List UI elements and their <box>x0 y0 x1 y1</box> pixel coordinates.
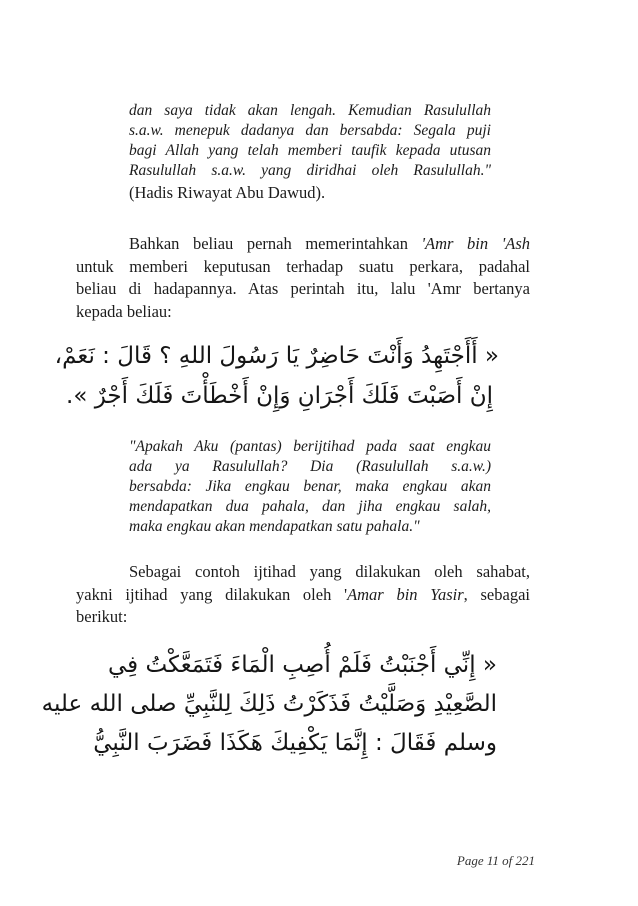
hadith-source: (Hadis Riwayat Abu Dawud). <box>129 183 326 202</box>
italic-name: Amar bin Yasir <box>347 584 464 604</box>
paragraph-line: beliau di hadapannya. Atas perintah itu, lalu 'Amr bertanya <box>76 279 530 298</box>
paragraph-line: Bahkan beliau pernah memerintahkan 'Amr bin 'Ash <box>129 234 530 253</box>
arabic-line: وسلم فَقَالَ : إِنَّمَا يَكْفِيكَ هَكَذَا فَضَرَبَ النَّبِيُّ <box>93 730 497 756</box>
paragraph-1 <box>76 233 530 323</box>
paragraph-line: yakni ijtihad yang dilakukan oleh 'Amar bin Yasir, sebagai <box>76 584 530 604</box>
paragraph-line: untuk memberi keputusan terhadap suatu perkara, padahal <box>76 256 530 276</box>
paragraph-line: berikut: <box>76 607 128 626</box>
quote-block-1 <box>129 101 491 205</box>
quote-line: maka engkau akan mendapatkan satu pahala." <box>129 518 420 535</box>
paragraph-line: Sebagai contoh ijtihad yang dilakukan oleh sahabat, <box>129 562 530 581</box>
arabic-line: « إِنِّي أَجْنَبْتُ فَلَمْ أُصِبِ الْمَاءَ فَتَمَعَّكْتُ فِي <box>107 652 497 678</box>
quote-line: bagi Allah yang telah memberi taufik kepada utusan <box>129 142 491 159</box>
arabic-line: الصَّعِيْدِ وَصَلَّيْتُ فَذَكَرْتُ ذَلِكَ لِلنَّبِيِّ صلى الله عليه <box>41 691 497 717</box>
quote-line: dan saya tidak akan lengah. Kemudian Rasulullah <box>129 102 491 119</box>
italic-name: 'Amr bin 'Ash <box>421 234 530 253</box>
quote-line: s.a.w. menepuk dadanya dan bersabda: Segala puji <box>129 122 491 139</box>
quote-line: ada ya Rasulullah? Dia (Rasulullah s.a.w.) <box>129 458 491 475</box>
paragraph-line: kepada beliau: <box>76 301 172 321</box>
page-number: Page 11 of 221 <box>456 853 535 868</box>
arabic-line: « أَأَجْتَهِدُ وَأَنْتَ حَاضِرٌ يَا رَسُولَ اللهِ ؟ قَالَ : نَعَمْ، <box>54 343 499 369</box>
quote-line: "Apakah Aku (pantas) berijtihad pada saat engkau <box>129 438 491 455</box>
quote-line: Rasulullah s.a.w. yang diridhai oleh Rasulullah." <box>129 162 491 179</box>
quote-line: bersabda: Jika engkau benar, maka engkau akan <box>129 478 491 495</box>
paragraph-2 <box>76 561 530 629</box>
quote-line: mendapatkan dua pahala, dan jiha engkau salah, <box>129 498 491 515</box>
arabic-line: إِنْ أَصَبْتَ فَلَكَ أَجْرَانِ وَإِنْ أَخْطَأْتَ فَلَكَ أَجْرٌ ». <box>66 383 493 409</box>
arabic-passage-1 <box>54 336 499 416</box>
arabic-passage-2 <box>41 646 497 763</box>
quote-block-2 <box>129 437 491 537</box>
